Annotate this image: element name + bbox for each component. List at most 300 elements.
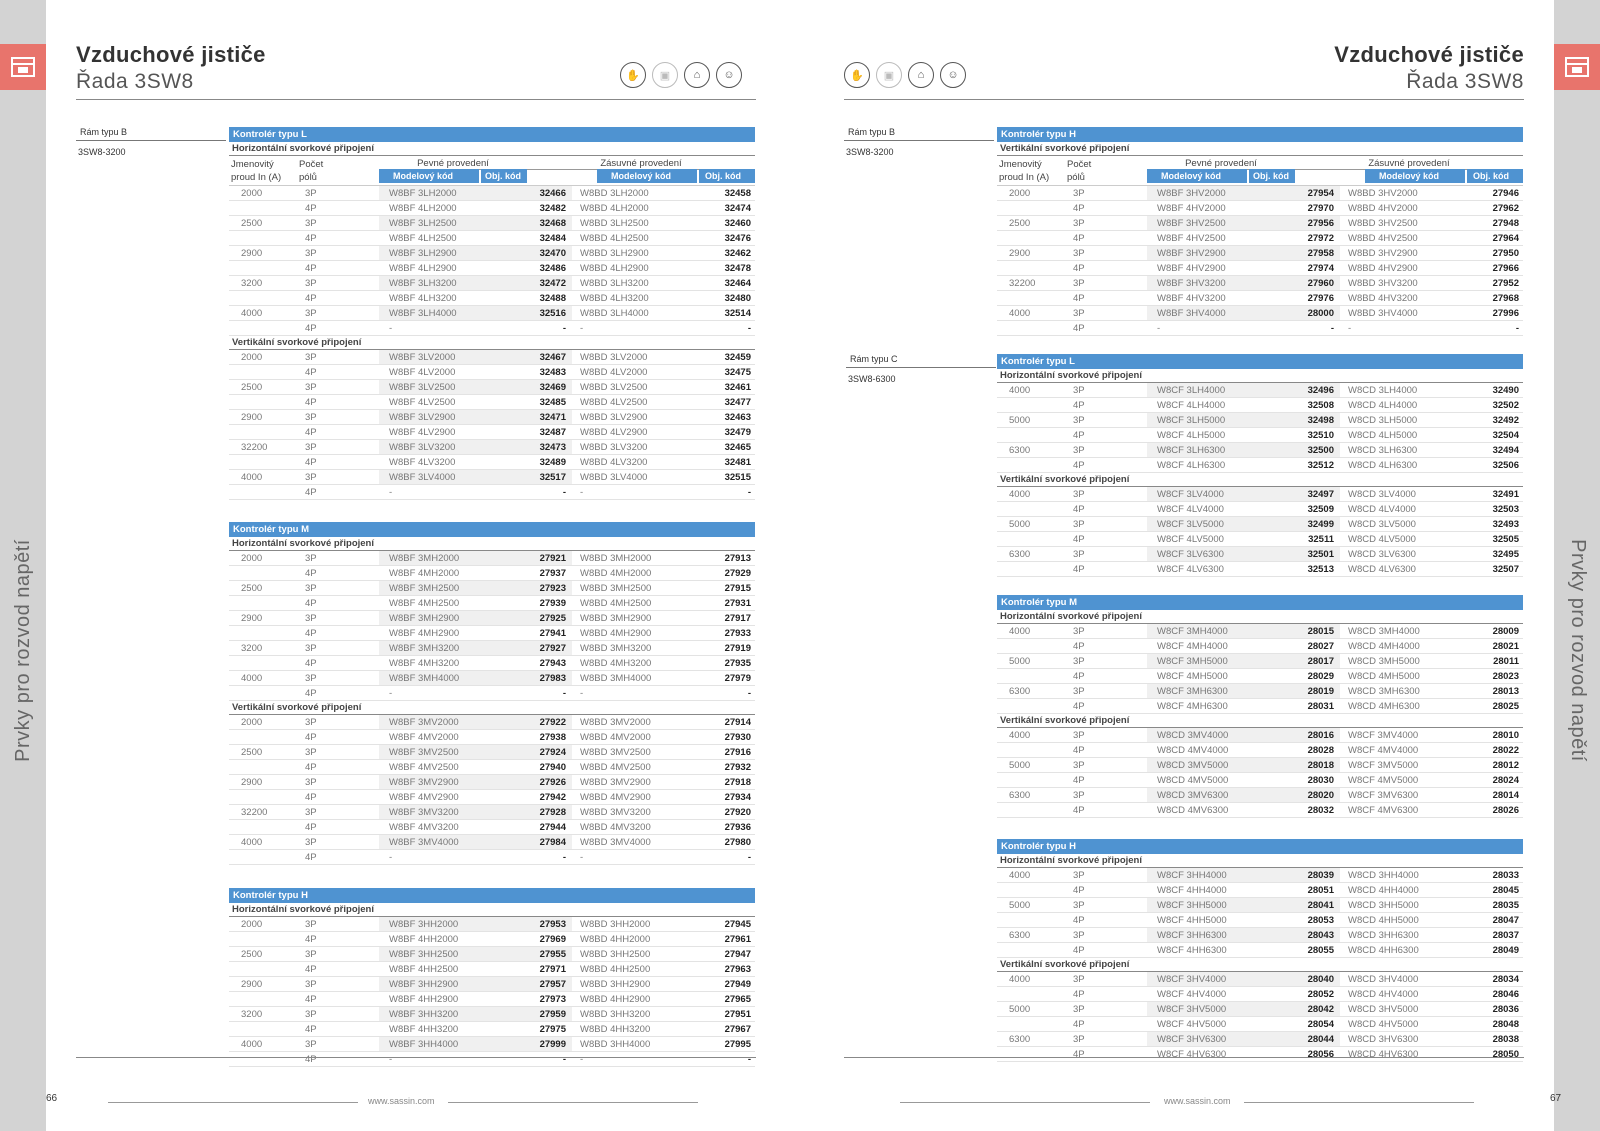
poles-header-line1: Počet [299,159,324,170]
drawout-order-code: 27951 [724,1009,751,1020]
fixed-order-code: 28054 [1307,1019,1334,1030]
drawout-model-code: - [580,688,584,699]
table-row [229,246,755,261]
table-row [997,1047,1523,1062]
fixed-model-code: W8BF 3HH2500 [379,947,527,961]
drawout-model-code: W8CD 3MH6300 [1348,686,1420,697]
drawout-model-code: W8BD 3MV3200 [580,807,651,818]
poles: 3P [1073,549,1085,560]
controller-block [997,354,1523,577]
rated-current: 4000 [241,472,263,483]
drawout-model-code: W8CD 4HH4000 [1348,885,1419,896]
right-section-tab[interactable] [1554,44,1600,90]
drawout-model-code: W8BD 4HV2000 [1348,203,1418,214]
fixed-order-code: 28042 [1295,1002,1340,1016]
poles: 4P [305,203,317,214]
rated-current: 32200 [241,442,268,453]
drawout-order-code: 32490 [1492,385,1519,396]
fixed-order-code: 27921 [527,551,572,565]
drawout-model-code: - [580,1054,584,1065]
drawout-model-code: W8CD 3MH4000 [1348,626,1420,637]
table-row [229,201,755,216]
drawout-order-code: 28014 [1492,790,1519,801]
table-row [229,977,755,992]
drawout-model-code: W8CD 4LH6300 [1348,460,1418,471]
section-title: Vertikální svorkové připojení [229,701,755,715]
poles: 3P [1073,900,1085,911]
drawout-order-code: 28009 [1492,626,1519,637]
table-row [997,1002,1523,1017]
drawout-model-code: W8BD 4MV2900 [580,792,651,803]
footer-line [1244,1102,1474,1103]
fixed-model-code: W8CD 3MV4000 [1147,728,1295,742]
table-row [997,413,1523,428]
poles: 3P [305,777,317,788]
section-title: Horizontální svorkové připojení [997,610,1523,624]
poles: 3P [1073,248,1085,259]
fixed-model-code: W8BF 4MV2000 [389,732,459,743]
drawout-order-code: 32505 [1492,534,1519,545]
drawout-order-code: - [1515,323,1519,334]
fixed-order-code: 27938 [539,732,566,743]
poles: 4P [305,367,317,378]
section-label-left: Prvky pro rozvod napětí [11,538,34,762]
table-row [229,350,755,365]
rated-current [997,398,1065,412]
table-row [997,261,1523,276]
table-row [229,686,755,701]
fixed-order-code: - [562,1054,566,1065]
poles: 4P [1073,1019,1085,1030]
drawout-order-code: 28011 [1493,656,1519,667]
fixed-model-code: W8CF 3LV4000 [1147,487,1295,501]
table-row [997,231,1523,246]
rated-current: 3200 [241,643,263,654]
table-row [997,913,1523,928]
drawout-order-code: 28026 [1492,805,1519,816]
table-row [229,231,755,246]
drawout-model-code: W8BD 3HV3200 [1348,278,1418,289]
rated-current: 2900 [241,412,263,423]
fixed-order-code: 28016 [1295,728,1340,742]
table-row [997,728,1523,743]
footer-url[interactable]: www.sassin.com [368,1096,435,1106]
factory-icon: ⌂ [908,62,934,88]
drawout-model-code: W8CD 4HV5000 [1348,1019,1419,1030]
drawout-order-code: 27914 [724,717,751,728]
poles: 4P [1073,989,1085,1000]
poles: 4P [305,934,317,945]
drawout-order-code: 32460 [724,218,751,229]
table-row [997,291,1523,306]
poles-header-line2: pólů [299,172,317,183]
fixed-order-code: 27971 [539,964,566,975]
poles: 4P [1073,805,1085,816]
table-row [229,365,755,380]
fixed-order-code: 27953 [527,917,572,931]
model-code-header: Modelový kód [597,169,697,183]
drawout-model-code: W8BD 3LV2500 [580,382,648,393]
rated-current [229,395,297,409]
footer-line [448,1102,698,1103]
fixed-model-code: W8BF 3MH4000 [379,671,527,685]
table-row [229,216,755,231]
poles: 4P [1073,915,1085,926]
table-row [229,321,755,336]
table-row [229,932,755,947]
block-title: Kontrolér typu H [997,839,1523,854]
fixed-order-code: 28056 [1307,1049,1334,1060]
fixed-model-code: W8CF 3HH4000 [1147,868,1295,882]
rated-current [229,596,297,610]
page-number: 67 [1550,1093,1562,1104]
drawout-model-code: W8BD 3HV4000 [1348,308,1418,319]
poles: 3P [305,837,317,848]
rated-current [229,656,297,670]
drawout-model-code: W8BD 4MV2500 [580,762,651,773]
fixed-model-code: W8BF 3HV2000 [1147,186,1295,200]
drawout-order-code: 32503 [1492,504,1519,515]
fixed-order-code: - [1330,323,1334,334]
footer-rule [844,1057,1524,1058]
fixed-model-code: W8CF 3HV5000 [1147,1002,1295,1016]
breaker-icon [9,53,37,81]
fixed-order-code: 28043 [1295,928,1340,942]
fixed-order-code: 32469 [527,380,572,394]
table-row [229,947,755,962]
hand-icon: ✋ [844,62,870,88]
fixed-order-code: 32499 [1295,517,1340,531]
fixed-model-code: W8BF 3LH2000 [379,186,527,200]
poles: 4P [1073,671,1085,682]
left-section-tab[interactable] [0,44,46,90]
drawout-model-code: W8BD 4LH2000 [580,203,649,214]
poles: 3P [1073,790,1085,801]
poles: 4P [305,263,317,274]
rated-current: 5000 [1009,900,1031,911]
block-title: Kontrolér typu H [229,888,755,903]
rated-current: 4000 [241,1039,263,1050]
poles: 3P [1073,974,1085,985]
drawout-model-code: - [580,852,584,863]
table-row [997,883,1523,898]
table-row [997,1017,1523,1032]
rated-current: 6300 [1009,549,1031,560]
fixed-model-code: W8CF 4HH6300 [1157,945,1227,956]
poles: 3P [305,1009,317,1020]
table-row [229,1052,755,1067]
drawout-model-code: W8BD 3HH3200 [580,1009,651,1020]
fixed-model-code: W8CF 4HV4000 [1157,989,1227,1000]
fixed-order-code: 28030 [1307,775,1334,786]
poles: 4P [305,487,317,498]
fixed-model-code: W8CF 3LH6300 [1147,443,1295,457]
page-number: 66 [46,1093,58,1104]
poles-header-line2: pólů [1067,172,1085,183]
fixed-model-code: W8CF 3HH6300 [1147,928,1295,942]
drawout-model-code: W8CD 4HV4000 [1348,989,1419,1000]
model-code-header: Modelový kód [1365,169,1465,183]
fixed-model-code: W8BF 3HV4000 [1147,306,1295,320]
fixed-model-code: W8CF 4MH4000 [1157,641,1228,652]
drawout-order-code: 32477 [724,397,751,408]
poles: 3P [1073,218,1085,229]
rated-current: 2000 [1009,188,1031,199]
fixed-order-code: 32516 [527,306,572,320]
column-header [229,156,755,186]
fixed-model-code: W8BF 4LV2900 [389,427,456,438]
fixed-model-code: W8BF 3MV2000 [379,715,527,729]
fixed-order-code: 28000 [1295,306,1340,320]
fixed-order-code: 27937 [539,568,566,579]
cube-icon: ▣ [876,62,902,88]
table-row [229,641,755,656]
fixed-model-code: W8BF 3LV2900 [379,410,527,424]
fixed-order-code: 28020 [1295,788,1340,802]
table-row [997,1032,1523,1047]
fixed-model-code: W8BF 4MH3200 [389,658,460,669]
model-code-header: Modelový kód [1147,169,1247,183]
drawout-model-code: W8CD 3HH6300 [1348,930,1419,941]
table-row [997,383,1523,398]
fixed-model-code: W8BF 4LH3200 [389,293,457,304]
drawout-model-code: W8CD 4LV5000 [1348,534,1416,545]
drawout-model-code: W8BD 4HH3200 [580,1024,651,1035]
fixed-model-code: W8BF 4HH2500 [389,964,459,975]
fixed-model-code: W8BF 3HH2000 [379,917,527,931]
drawout-model-code: W8CD 4HH5000 [1348,915,1419,926]
rated-current [997,987,1065,1001]
table-row [229,611,755,626]
controller-block [997,127,1523,336]
fixed-order-code: 32482 [539,203,566,214]
frame-label: Rám typu B 3SW8-3200 [844,127,994,157]
fixed-order-code: 32483 [539,367,566,378]
poles: 4P [305,688,317,699]
controller-block [229,888,755,1067]
rated-current [229,231,297,245]
poles: 3P [305,308,317,319]
rated-current: 32200 [241,807,268,818]
rated-current: 2900 [241,777,263,788]
poles: 3P [1073,870,1085,881]
rated-current [229,291,297,305]
fixed-order-code: - [562,487,566,498]
rated-current [229,626,297,640]
fixed-model-code: W8CD 4MV4000 [1157,745,1229,756]
section-title: Horizontální svorkové připojení [229,903,755,917]
drawout-order-code: 32465 [724,442,751,453]
fixed-order-code: 32496 [1295,383,1340,397]
fixed-order-code: 27942 [539,792,566,803]
poles: 3P [1073,686,1085,697]
poles: 3P [1073,188,1085,199]
fixed-model-code: W8BF 4MV2900 [389,792,459,803]
fixed-order-code: 32485 [539,397,566,408]
table-row [997,428,1523,443]
poles: 3P [305,583,317,594]
section-title: Vertikální svorkové připojení [229,336,755,350]
fixed-order-code: 27975 [539,1024,566,1035]
fixed-order-code: 28055 [1307,945,1334,956]
drawout-order-code: 27913 [724,553,751,564]
drawout-model-code: W8CD 3LH5000 [1348,415,1418,426]
drawout-model-code: - [1348,323,1352,334]
rated-current: 2500 [1009,218,1031,229]
rated-current [229,566,297,580]
fixed-order-code: 28017 [1295,654,1340,668]
table-row [997,669,1523,684]
drawout-order-code: 27934 [724,792,751,803]
table-row [997,246,1523,261]
poles: 3P [305,643,317,654]
poles: 4P [305,457,317,468]
fixed-model-code: W8BF 4HH2900 [389,994,459,1005]
rated-current: 6300 [1009,790,1031,801]
poles: 3P [305,1039,317,1050]
page-title: Vzduchové jističe [1334,42,1524,67]
block-title: Kontrolér typu M [997,595,1523,610]
poles: 4P [1073,263,1085,274]
fixed-model-code: W8BF 4MV2500 [389,762,459,773]
drawout-model-code: W8BD 4HV2900 [1348,263,1418,274]
poles: 4P [305,628,317,639]
poles: 3P [1073,730,1085,741]
fixed-order-code: 28015 [1295,624,1340,638]
drawout-model-code: W8BD 4MV2000 [580,732,651,743]
drawout-order-code: 27915 [724,583,751,594]
drawout-model-code: W8BD 3LV2900 [580,412,648,423]
fixed-model-code: W8BF 3MV2500 [379,745,527,759]
rated-current [229,425,297,439]
fixed-model-code: W8BF 3LH2500 [379,216,527,230]
rated-current [997,261,1065,275]
drawout-order-code: 28025 [1492,701,1519,712]
rated-current [229,261,297,275]
fixed-model-code: W8CF 4HV6300 [1157,1049,1227,1060]
fixed-version-label: Pevné provedení [379,158,527,170]
drawout-model-code: W8BD 4LV2900 [580,427,648,438]
drawout-order-code: 27946 [1492,188,1519,199]
poles: 3P [305,188,317,199]
fixed-model-code: W8BF 3MV3200 [379,805,527,819]
fixed-model-code: W8BF 4LH2900 [389,263,457,274]
table-row [997,321,1523,336]
rated-current: 2500 [241,218,263,229]
drawout-order-code: 28046 [1492,989,1519,1000]
fixed-order-code: 32487 [539,427,566,438]
rated-current: 2900 [241,979,263,990]
fixed-order-code: - [562,688,566,699]
fixed-model-code: W8BF 3HV2900 [1147,246,1295,260]
poles: 3P [305,352,317,363]
fixed-order-code: 28051 [1307,885,1334,896]
fixed-model-code: W8CF 3LH5000 [1147,413,1295,427]
fixed-model-code: W8BF 4HH2000 [389,934,459,945]
rated-current: 5000 [1009,1004,1031,1015]
table-row [997,928,1523,943]
drawout-model-code: W8CD 4MH5000 [1348,671,1420,682]
drawout-model-code: W8BD 3LH2000 [580,188,649,199]
drawout-version-header [1295,156,1523,185]
order-code-header: Obj. kód [1249,169,1295,183]
drawout-model-code: W8BD 3MV2500 [580,747,651,758]
rated-current: 2000 [241,919,263,930]
drawout-order-code: 27952 [1492,278,1519,289]
fixed-order-code: 27922 [527,715,572,729]
fixed-model-code: W8BF 3LV2500 [379,380,527,394]
poles: 3P [1073,385,1085,396]
drawout-order-code: 28024 [1492,775,1519,786]
rated-current: 2000 [241,352,263,363]
drawout-model-code: W8CF 3MV6300 [1348,790,1419,801]
person-icon: ☺ [940,62,966,88]
footer-url[interactable]: www.sassin.com [1164,1096,1231,1106]
fixed-model-code: W8BF 3LV3200 [379,440,527,454]
poles: 3P [305,613,317,624]
table-row [229,1037,755,1052]
poles: 3P [1073,308,1085,319]
rated-header-line1: Jmenovitý [999,159,1042,170]
drawout-model-code: W8BD 3MH3200 [580,643,652,654]
fixed-order-code: 32512 [1307,460,1334,471]
drawout-order-code: 27935 [724,658,751,669]
poles: 3P [1073,519,1085,530]
rated-current: 5000 [1009,519,1031,530]
drawout-order-code: 28038 [1492,1034,1519,1045]
table-row [997,502,1523,517]
table-row [229,410,755,425]
poles: 4P [305,964,317,975]
poles-header [297,156,379,185]
drawout-order-code: 28022 [1492,745,1519,756]
fixed-model-code: W8CF 3LV6300 [1147,547,1295,561]
table-row [229,395,755,410]
table-row [229,790,755,805]
poles: 4P [1073,641,1085,652]
poles: 3P [1073,278,1085,289]
drawout-model-code: W8BD 4LH2500 [580,233,649,244]
fixed-order-code: 28027 [1307,641,1334,652]
fixed-order-code: 32472 [527,276,572,290]
poles: 4P [1073,293,1085,304]
fixed-model-code: W8CF 4LH4000 [1157,400,1226,411]
drawout-model-code: W8CD 3HV4000 [1348,974,1419,985]
poles: 3P [305,412,317,423]
fixed-model-code: W8CD 3MV5000 [1147,758,1295,772]
fixed-order-code: 27958 [1295,246,1340,260]
fixed-model-code: W8BF 3LV2000 [379,350,527,364]
table-row [997,758,1523,773]
rated-current [997,743,1065,757]
poles: 4P [1073,534,1085,545]
drawout-order-code: 28013 [1492,686,1519,697]
rated-current [997,201,1065,215]
poles: 4P [305,994,317,1005]
rated-current [997,773,1065,787]
drawout-model-code: W8BD 3HH2500 [580,949,651,960]
table-row [229,715,755,730]
table-row [229,455,755,470]
fixed-model-code: - [389,688,393,699]
drawout-model-code: W8BD 4LV3200 [580,457,648,468]
drawout-order-code: 27995 [724,1039,751,1050]
frame-label: Rám typu C 3SW8-6300 [846,354,996,384]
fixed-order-code: 32467 [527,350,572,364]
fixed-model-code: W8BF 4MH2900 [389,628,460,639]
fixed-order-code: 27959 [527,1007,572,1021]
drawout-order-code: 32506 [1492,460,1519,471]
